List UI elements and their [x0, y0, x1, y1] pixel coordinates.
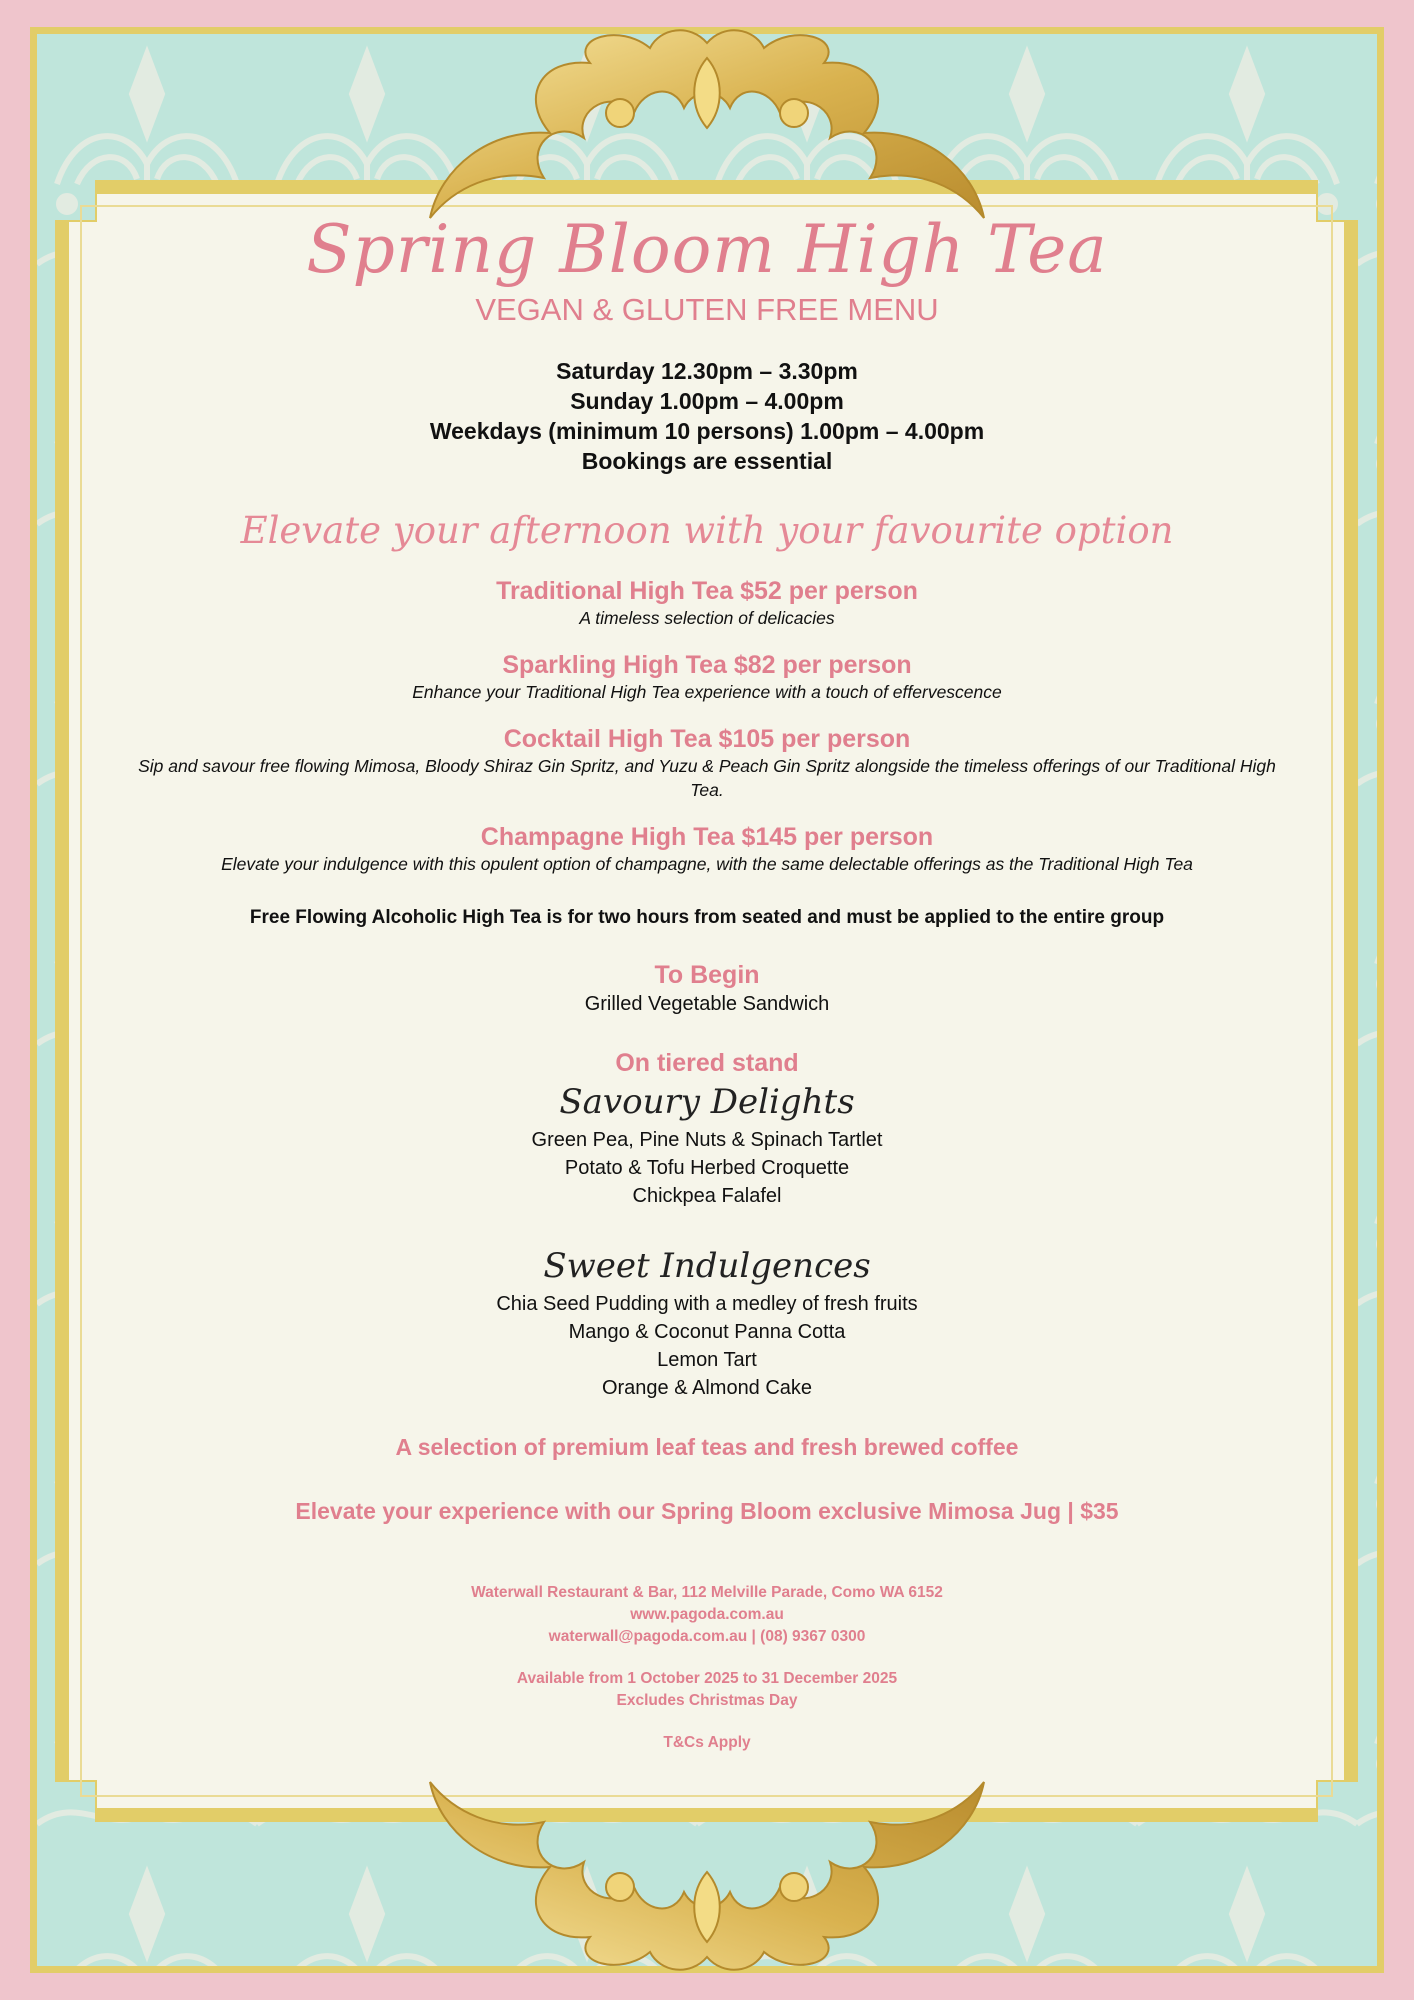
- list-item: Grilled Vegetable Sandwich: [584, 993, 830, 1015]
- menu-title: Spring Bloom High Tea: [306, 211, 1108, 288]
- option-description: A timeless selection of delicacies: [579, 608, 835, 628]
- opening-hours: [120, 356, 1294, 476]
- option-title: Champagne High Tea $145 per person: [480, 823, 934, 851]
- hours-weekdays: Weekdays (minimum 10 persons) 1.00pm – 4.00pm: [429, 418, 985, 444]
- option-cocktail: [120, 724, 1294, 802]
- footer-contact[interactable]: waterwall@pagoda.com.au | (08) 9367 0300: [548, 1628, 866, 1645]
- footer-exclusion: Excludes Christmas Day: [616, 1692, 798, 1709]
- option-description: Elevate your indulgence with this opulent option of champagne, with the same delectable offerings as the Traditional High Tea: [221, 854, 1193, 874]
- option-sparkling: [120, 650, 1294, 704]
- footer-address: Waterwall Restaurant & Bar, 112 Melville Parade, Como WA 6152: [471, 1584, 943, 1601]
- list-item: Chia Seed Pudding with a medley of fresh fruits: [496, 1293, 918, 1315]
- option-title: Cocktail High Tea $105 per person: [503, 725, 911, 753]
- list-item: Chickpea Falafel: [632, 1185, 782, 1207]
- option-description: Sip and savour free flowing Mimosa, Bloody Shiraz Gin Spritz, and Yuzu & Peach Gin Spritz alongside the timeless offerings of our Traditional High Tea.: [138, 756, 1276, 800]
- list-item: Orange & Almond Cake: [601, 1377, 813, 1399]
- option-title: Traditional High Tea $52 per person: [496, 577, 918, 605]
- footer: [120, 1582, 1294, 1754]
- list-item: Green Pea, Pine Nuts & Spinach Tartlet: [531, 1129, 883, 1151]
- savoury-heading: Savoury Delights: [559, 1082, 855, 1122]
- sweet-heading: Sweet Indulgences: [543, 1246, 871, 1286]
- section-heading: On tiered stand: [615, 1049, 799, 1077]
- footer-website[interactable]: www.pagoda.com.au: [630, 1606, 784, 1623]
- menu-subtitle: VEGAN & GLUTEN FREE MENU: [475, 292, 939, 327]
- hours-saturday: Saturday 12.30pm – 3.30pm: [556, 358, 858, 384]
- option-title: Sparkling High Tea $82 per person: [502, 651, 912, 679]
- option-champagne: [120, 822, 1294, 876]
- option-traditional: [120, 576, 1294, 630]
- menu-content: [120, 200, 1294, 1754]
- list-item: Potato & Tofu Herbed Croquette: [564, 1157, 850, 1179]
- option-description: Enhance your Traditional High Tea experience with a touch of effervescence: [412, 682, 1002, 702]
- section-heading: To Begin: [654, 961, 760, 989]
- footer-terms: T&Cs Apply: [663, 1734, 751, 1751]
- teas-note: A selection of premium leaf teas and fresh brewed coffee: [395, 1434, 1019, 1460]
- footer-availability: Available from 1 October 2025 to 31 December 2025: [516, 1670, 898, 1687]
- tiered-stand-section: [120, 1048, 1294, 1402]
- list-item: Mango & Coconut Panna Cotta: [568, 1321, 846, 1343]
- free-flowing-note: Free Flowing Alcoholic High Tea is for two hours from seated and must be applied to the entire group: [249, 907, 1165, 928]
- tagline: Elevate your afternoon with your favourite option: [240, 509, 1174, 552]
- gold-scroll-ornament-bottom: [420, 1752, 994, 1982]
- to-begin-section: [120, 960, 1294, 1018]
- mimosa-offer: Elevate your experience with our Spring Bloom exclusive Mimosa Jug | $35: [295, 1498, 1119, 1524]
- list-item: Lemon Tart: [657, 1349, 757, 1371]
- bookings-note: Bookings are essential: [581, 448, 833, 474]
- hours-sunday: Sunday 1.00pm – 4.00pm: [570, 388, 844, 414]
